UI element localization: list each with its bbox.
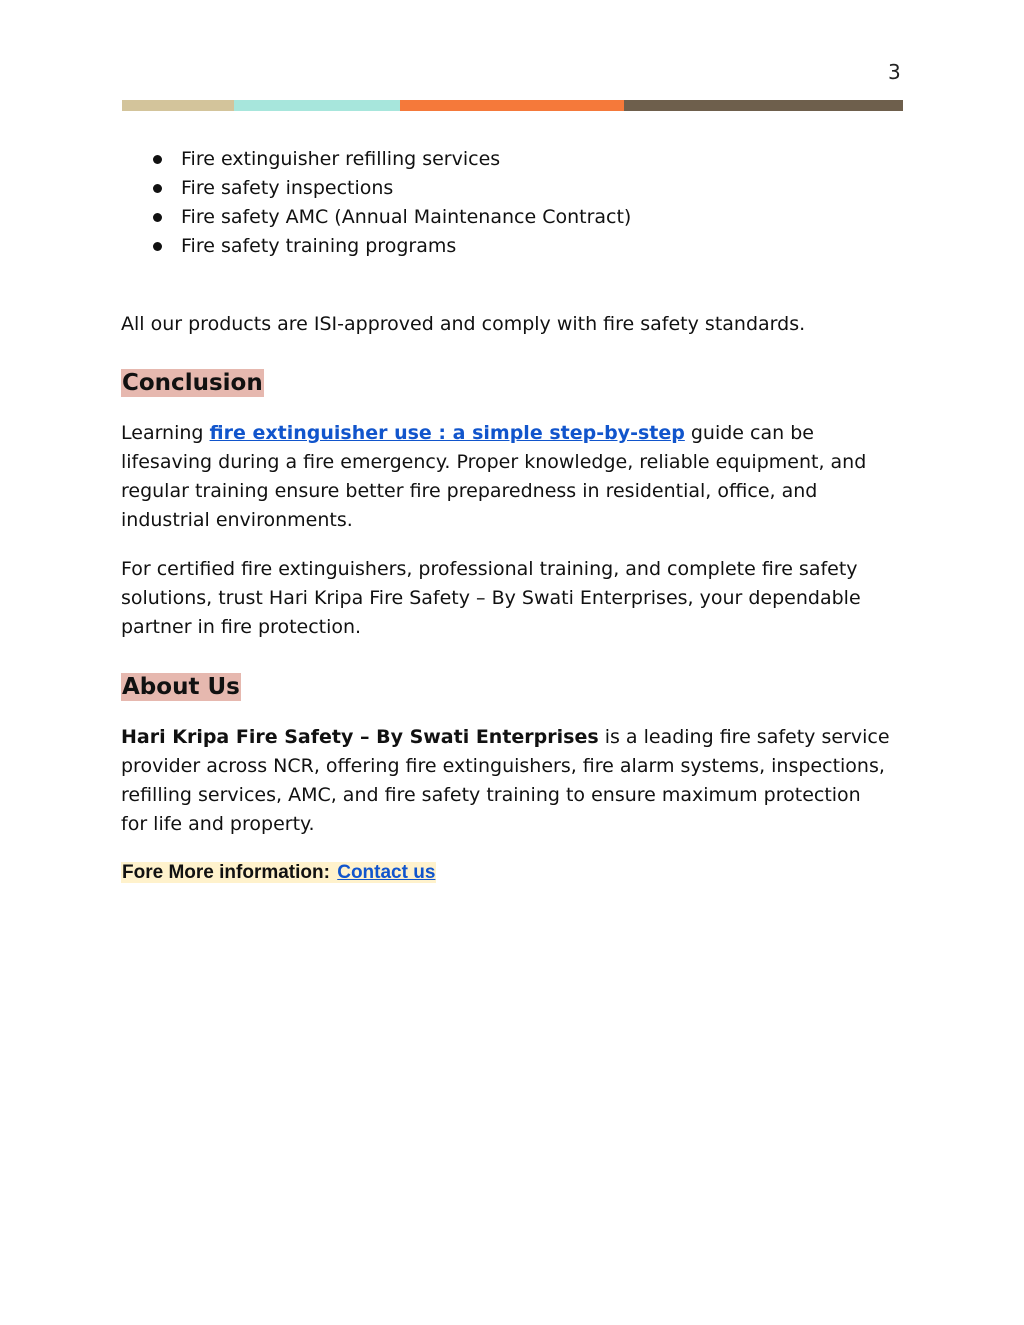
color-bar-segment <box>624 100 903 111</box>
list-item <box>121 145 891 174</box>
list-item <box>121 232 891 261</box>
about-text: is a leading fire safety service provider across NCR, offering fire extinguishers, fire alarm systems, inspections, refilling services, AMC, and fire safety training to ensure maximum protection for life and property. <box>121 726 890 835</box>
list-item <box>121 174 891 203</box>
color-bar-segment <box>234 100 400 111</box>
page-number: 3 <box>888 60 901 84</box>
about-heading: About Us <box>122 674 240 700</box>
color-bar-segment <box>400 100 624 111</box>
more-info-line <box>121 860 891 886</box>
guide-link[interactable]: fire extinguisher use : a simple step-by-step <box>209 422 685 444</box>
services-list <box>121 145 891 261</box>
contact-us-link[interactable]: Contact us <box>337 862 436 883</box>
color-bar-segment <box>122 100 234 111</box>
products-note: All our products are ISI-approved and comply with fire safety standards. <box>121 313 806 335</box>
service-label: Fire safety training programs <box>181 235 457 257</box>
conclusion-paragraph-1 <box>121 419 891 535</box>
bullet-icon <box>153 242 162 251</box>
bullet-icon <box>153 184 162 193</box>
conclusion-heading: Conclusion <box>122 370 263 396</box>
company-name: Hari Kripa Fire Safety – By Swati Enterprises <box>121 726 599 748</box>
conclusion-suffix: guide can be lifesaving during a fire emergency. Proper knowledge, reliable equipment, and regular training ensure better fire preparedness in residential, office, and industrial environments. <box>121 422 867 531</box>
service-label: Fire safety AMC (Annual Maintenance Contract) <box>181 206 632 228</box>
about-paragraph <box>121 723 891 839</box>
service-label: Fire safety inspections <box>181 177 394 199</box>
more-info-label: Fore More information: <box>122 862 330 883</box>
list-item <box>121 203 891 232</box>
header-color-bar <box>122 100 903 111</box>
service-label: Fire extinguisher refilling services <box>181 148 501 170</box>
bullet-icon <box>153 213 162 222</box>
document-body <box>121 145 891 886</box>
conclusion-paragraph-2: For certified fire extinguishers, professional training, and complete fire safety solutions, trust Hari Kripa Fire Safety – By Swati Enterprises, your dependable partner in fire protection. <box>121 558 861 638</box>
bullet-icon <box>153 155 162 164</box>
conclusion-prefix: Learning <box>121 422 210 444</box>
